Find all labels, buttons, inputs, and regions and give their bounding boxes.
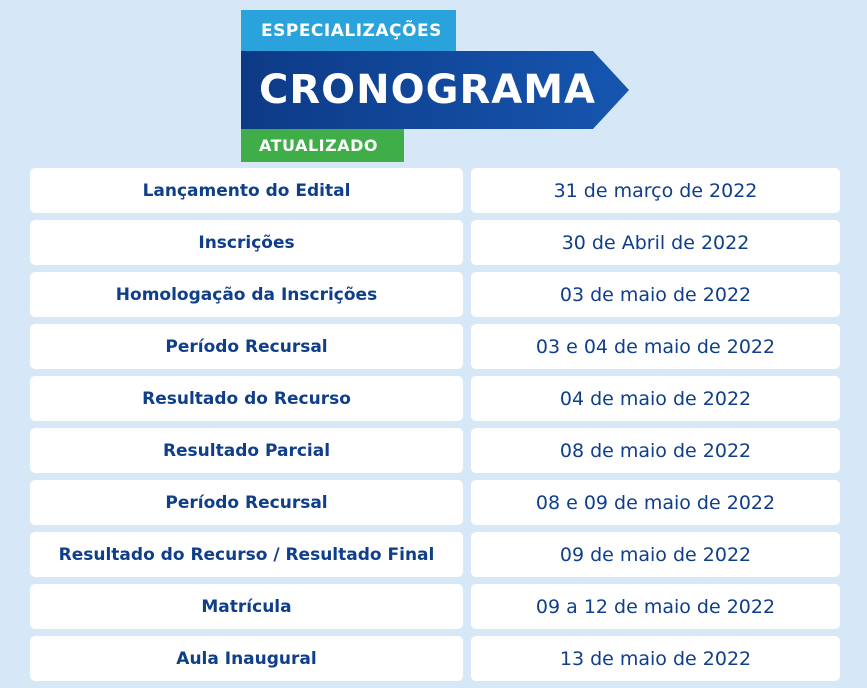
event-cell: Resultado do Recurso / Resultado Final bbox=[30, 532, 463, 577]
event-cell: Resultado do Recurso bbox=[30, 376, 463, 421]
table-row bbox=[30, 584, 840, 629]
schedule-table bbox=[30, 168, 840, 688]
event-cell: Homologação da Inscrições bbox=[30, 272, 463, 317]
table-row bbox=[30, 428, 840, 473]
date-cell: 08 e 09 de maio de 2022 bbox=[471, 480, 840, 525]
table-row bbox=[30, 168, 840, 213]
date-cell: 08 de maio de 2022 bbox=[471, 428, 840, 473]
event-cell: Período Recursal bbox=[30, 324, 463, 369]
event-cell: Período Recursal bbox=[30, 480, 463, 525]
event-cell: Lançamento do Edital bbox=[30, 168, 463, 213]
table-row bbox=[30, 532, 840, 577]
atualizado-tag: ATUALIZADO bbox=[241, 129, 404, 162]
date-cell: 03 e 04 de maio de 2022 bbox=[471, 324, 840, 369]
table-row bbox=[30, 376, 840, 421]
event-cell: Matrícula bbox=[30, 584, 463, 629]
title-banner bbox=[241, 51, 629, 129]
especializacoes-tag: ESPECIALIZAÇÕES bbox=[241, 10, 456, 51]
date-cell: 31 de março de 2022 bbox=[471, 168, 840, 213]
date-cell: 09 de maio de 2022 bbox=[471, 532, 840, 577]
table-row bbox=[30, 480, 840, 525]
date-cell: 09 a 12 de maio de 2022 bbox=[471, 584, 840, 629]
date-cell: 13 de maio de 2022 bbox=[471, 636, 840, 681]
date-cell: 30 de Abril de 2022 bbox=[471, 220, 840, 265]
page-title: CRONOGRAMA bbox=[259, 67, 596, 113]
date-cell: 03 de maio de 2022 bbox=[471, 272, 840, 317]
table-row bbox=[30, 636, 840, 681]
event-cell: Resultado Parcial bbox=[30, 428, 463, 473]
table-row bbox=[30, 272, 840, 317]
event-cell: Aula Inaugural bbox=[30, 636, 463, 681]
event-cell: Inscrições bbox=[30, 220, 463, 265]
date-cell: 04 de maio de 2022 bbox=[471, 376, 840, 421]
table-row bbox=[30, 324, 840, 369]
header bbox=[241, 10, 631, 155]
table-row bbox=[30, 220, 840, 265]
